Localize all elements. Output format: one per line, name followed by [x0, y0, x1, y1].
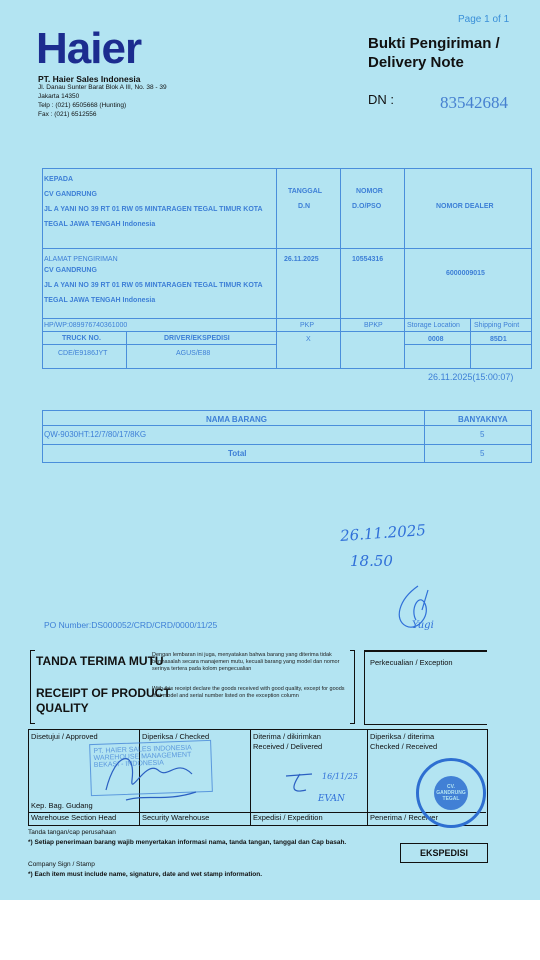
nomor-sub: D.O/PSO: [352, 203, 382, 210]
table-row-line-1: [42, 248, 532, 249]
shipping-point-label: Shipping Point: [474, 322, 520, 329]
print-timestamp: 26.11.2025(15:00:07): [428, 372, 514, 382]
checker-signature: [96, 740, 226, 810]
items-total-label: Total: [228, 449, 247, 458]
company-address-2: Jakarta 14350: [38, 93, 80, 100]
table-right-line: [531, 168, 532, 368]
receipt-note-en: With this receipt declare the goods received with good quality, except for goods that model and serial number listed on the exception column: [152, 686, 345, 699]
cv-gandrung-round-stamp: [416, 758, 486, 828]
truck-col-line: [126, 331, 127, 368]
items-bottom-line: [42, 462, 532, 463]
item-row-name: QW-9030HT:12/7/80/17/8KG: [44, 430, 147, 439]
delivered-label-1: Diterima / dikirimkan: [253, 732, 321, 741]
ship-to-address-1: JL A YANI NO 39 RT 01 RW 05 MINTARAGEN TEGAL TIMUR KOTA: [44, 282, 263, 289]
shipping-point-value: 85D1: [490, 336, 507, 343]
items-name-header: NAMA BARANG: [206, 415, 268, 424]
items-col-line: [424, 410, 425, 462]
nomor-label: NOMOR: [356, 188, 383, 195]
items-qty-header: BANYAKNYA: [458, 415, 508, 424]
expedition-label: Expedisi / Expedition: [253, 813, 323, 822]
table-col-line-2: [340, 168, 341, 368]
table-row-line-2: [42, 318, 532, 319]
table-left-line: [42, 168, 43, 368]
ship-nomor: 10554316: [352, 256, 384, 263]
table-col-line-1: [276, 168, 277, 368]
warehouse-head-label-1: Kep. Bag. Gudang: [31, 801, 93, 810]
pkp-label: PKP: [300, 322, 315, 329]
receipt-bracket-left: [30, 650, 35, 724]
table-col-line-3: [404, 168, 405, 368]
delivered-label-2: Received / Delivered: [253, 742, 323, 751]
driver-value: AGUS/E88: [176, 350, 211, 357]
po-number: PO Number:DS000052/CRD/CRD/0000/11/25: [44, 620, 218, 630]
document-title: [368, 34, 500, 72]
recipient-address-1: JL A YANI NO 39 RT 01 RW 05 MINTARAGEN TEGAL TIMUR KOTA: [44, 206, 263, 213]
handwritten-date: 26.11.2025: [339, 521, 427, 545]
storage-location-value: 0008: [428, 336, 444, 343]
footer-line-4: *) Each item must include name, signature, date and wet stamp information.: [28, 871, 263, 878]
ship-dealer: 6000009015: [446, 270, 485, 277]
truck-no-label: TRUCK NO.: [62, 335, 101, 342]
handwritten-name: Yugi: [412, 620, 434, 631]
copy-label-ekspedisi: EKSPEDISI: [400, 843, 488, 863]
kepada-label: KEPADA: [44, 176, 74, 183]
footer-line-1: Tanda tangan/cap perusahaan: [28, 829, 116, 836]
receipt-note-id: Dengan lembaran ini juga, menyatakan bahwa barang yang diterima tidak bermasalah secara manajemen mutu, kecuali barang yang model dan nomor serinya tertera pada kolom pengecualian: [152, 652, 340, 672]
footer-line-2: *) Setiap penerimaan barang wajib menyertakan informasi nama, tanda tangan, tanggal dan Cap basah.: [28, 839, 347, 846]
handwritten-time: 18.50: [350, 552, 393, 570]
recipient-name: CV GANDRUNG: [44, 191, 97, 198]
table-row-line-4b: [404, 344, 532, 345]
tanggal-sub: D.N: [298, 203, 311, 210]
driver-label: DRIVER/EKSPEDISI: [164, 335, 230, 342]
item-row-qty: 5: [480, 430, 485, 439]
items-header-line: [42, 425, 532, 426]
receipt-title-en-2: QUALITY: [36, 701, 89, 715]
bpkp-label: BPKP: [364, 322, 383, 329]
pkp-value: X: [306, 336, 311, 343]
ship-to-label: ALAMAT PENGIRIMAN: [44, 256, 118, 263]
items-right-line: [531, 410, 532, 462]
items-row-line: [42, 444, 532, 445]
exception-label: Perkecualian / Exception: [370, 658, 453, 667]
haier-logo: Haier: [36, 24, 142, 73]
page-number: Page 1 of 1: [458, 14, 510, 25]
received-label-1: Diperiksa / diterima: [370, 732, 435, 741]
document-title-en: Delivery Note: [368, 54, 464, 71]
receipt-bracket-right: [350, 650, 355, 724]
delivery-signature: [282, 768, 322, 798]
ship-to-name: CV GANDRUNG: [44, 267, 97, 274]
security-warehouse-label: Security Warehouse: [142, 813, 210, 822]
received-label-2: Checked / Received: [370, 742, 438, 751]
checked-label: Diperiksa / Checked: [142, 732, 210, 741]
document-title-id: Bukti Pengiriman /: [368, 35, 500, 52]
truck-no-value: CDE/E9186JYT: [58, 350, 108, 357]
items-total-value: 5: [480, 449, 485, 458]
dn-label: DN :: [368, 92, 394, 107]
hp-number: HP/WP:089976740361000: [44, 322, 128, 329]
company-address-1: Jl. Danau Sunter Barat Blok A III, No. 38 - 39: [38, 84, 167, 91]
storage-location-label: Storage Location: [407, 322, 460, 329]
ship-date: 26.11.2025: [284, 256, 319, 263]
items-top-line: [42, 410, 532, 411]
table-row-line-3: [42, 331, 532, 332]
tanggal-label: TANGGAL: [288, 188, 323, 195]
warehouse-stamp-text: PT. HAIER SALES INDONESIA WAREHOUSE MANAGEMENT BEKASI - INDONESIA: [93, 744, 192, 769]
delivery-hand-time: 16/11/25: [322, 772, 358, 781]
delivery-hand-name: EVAN: [318, 794, 345, 804]
approved-label: Disetujui / Approved: [31, 732, 98, 741]
warehouse-head-label-2: Warehouse Section Head: [31, 813, 117, 822]
receipt-title-id: TANDA TERIMA MUTU: [36, 654, 164, 668]
table-row-line-4: [42, 344, 276, 345]
footer-line-3: Company Sign / Stamp: [28, 861, 95, 868]
ship-to-address-2: TEGAL JAWA TENGAH Indonesia: [44, 297, 156, 304]
dealer-label: NOMOR DEALER: [436, 203, 494, 210]
company-phone: Telp : (021) 6505668 (Hunting): [38, 102, 127, 109]
items-left-line: [42, 410, 43, 462]
dn-number: 83542684: [440, 93, 508, 112]
table-top-line: [42, 168, 532, 169]
receiver-label: Penerima / Receiver: [370, 813, 438, 822]
company-name: PT. Haier Sales Indonesia: [38, 74, 141, 84]
storage-col-line: [470, 318, 471, 368]
receipt-title-en-1: RECEIPT OF PRODUCT: [36, 686, 171, 700]
recipient-address-2: TEGAL JAWA TENGAH Indonesia: [44, 221, 156, 228]
company-fax: Fax : (021) 6512556: [38, 111, 97, 118]
round-stamp-text: CV. GANDRUNG TEGAL: [434, 776, 468, 810]
table-bottom-line: [42, 368, 532, 369]
